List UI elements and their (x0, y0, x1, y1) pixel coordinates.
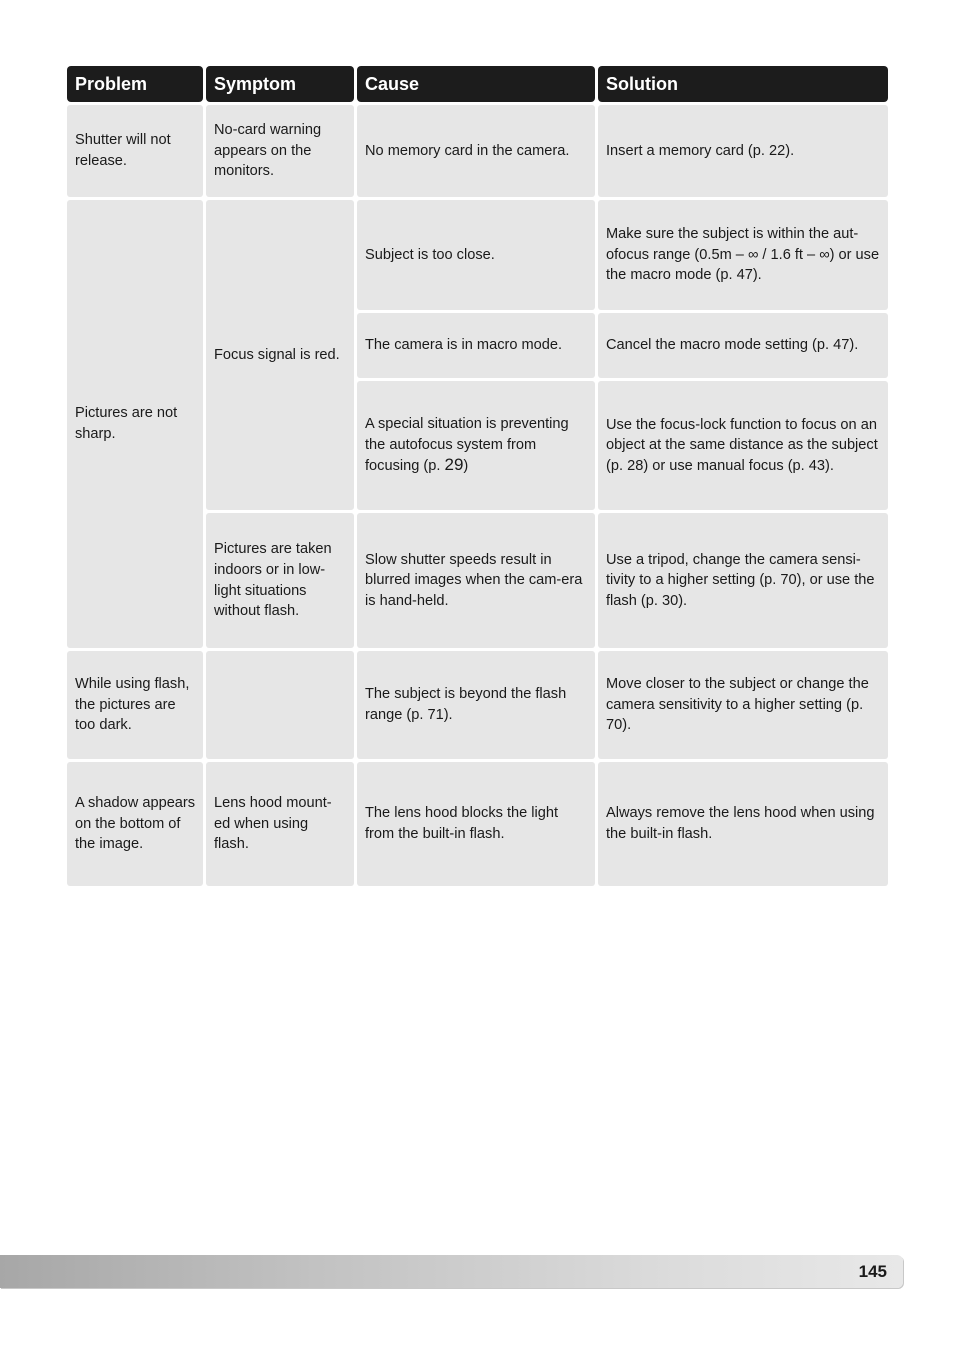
row1-solution-text: Insert a memory card (p. 22). (606, 142, 795, 159)
row2-cause-close-text: Subject is too close. (365, 246, 495, 263)
header-cause (357, 66, 595, 102)
row4-problem-text: A shadow appears on the bottom of the image. (75, 795, 196, 853)
header-symptom (206, 66, 354, 102)
row2-cause-slow (357, 513, 595, 648)
row2-solution-special-text: Use the focus-lock function to focus on an object at the same distance as the subject (p. 28) or use manual focus (p. 43). (606, 416, 878, 474)
row1-symptom-text: No-card warning appears on the monitors. (214, 122, 322, 180)
row1-cause-text: No memory card in the camera. (365, 142, 570, 159)
row3-solution-text: Move closer to the subject or change the camera sensitivity to a higher setting (p. 70). (606, 676, 869, 734)
row2-cause-special-page: 29 (444, 455, 464, 475)
row2-solution-macro-text: Cancel the macro mode setting (p. 47). (606, 337, 859, 354)
row3-problem (67, 651, 203, 759)
header-symptom-label: Symptom (214, 73, 297, 94)
row1-problem (67, 105, 203, 197)
row1-cause (357, 105, 595, 197)
footer-bar (0, 1255, 903, 1288)
row4-problem (67, 762, 203, 886)
header-solution-label: Solution (606, 73, 678, 94)
header-cause-label: Cause (365, 73, 420, 94)
row2-solution-close (598, 200, 888, 310)
row3-problem-text: While using flash, the pictures are too dark. (75, 676, 190, 734)
row4-cause-text: The lens hood blocks the light from the built-in flash. (365, 805, 559, 842)
row4-symptom (206, 762, 354, 886)
row2-problem (67, 200, 203, 648)
row2-symptom-lowlight (206, 513, 354, 648)
row2-cause-slow-text: Slow shutter speeds result in blurred images when the cam-era is hand-held. (365, 551, 583, 609)
row4-symptom-text: Lens hood mount-ed when using flash. (214, 795, 332, 853)
row2-cause-close (357, 200, 595, 310)
row2-solution-slow-text: Use a tripod, change the camera sensi-tivity to a higher setting (p. 70), or use the flash (p. 30). (606, 551, 875, 609)
row2-cause-special (357, 381, 595, 510)
page-number: 145 (858, 1261, 887, 1281)
row3-cause-text: The subject is beyond the flash range (p. 71). (365, 686, 567, 723)
row4-cause (357, 762, 595, 886)
row2-solution-slow (598, 513, 888, 648)
row1-symptom (206, 105, 354, 197)
header-problem (67, 66, 203, 102)
header-solution (598, 66, 888, 102)
row2-cause-special-suffix: ) (463, 458, 469, 475)
row4-solution-text: Always remove the lens hood when using the built-in flash. (606, 805, 875, 842)
row2-solution-special (598, 381, 888, 510)
row2-solution-macro (598, 313, 888, 378)
header-problem-label: Problem (75, 73, 148, 94)
row2-symptom-focus (206, 200, 354, 510)
row1-problem-text: Shutter will not release. (75, 132, 171, 169)
row2-cause-macro (357, 313, 595, 378)
row2-symptom-lowlight-text: Pictures are taken indoors or in low-light situations without flash. (214, 541, 332, 620)
row2-problem-text: Pictures are not sharp. (75, 405, 178, 442)
row2-cause-special-prefix: A special situation is preventing the autofocus system from focusing (p. (365, 416, 569, 475)
row3-solution (598, 651, 888, 759)
row2-cause-macro-text: The camera is in macro mode. (365, 337, 563, 354)
row4-solution (598, 762, 888, 886)
row3-cause (357, 651, 595, 759)
row1-solution (598, 105, 888, 197)
row3-symptom (206, 651, 354, 759)
row2-cause-special-text (365, 414, 588, 477)
row2-solution-close-text: Make sure the subject is within the aut-ofocus range (0.5m – ∞ / 1.6 ft – ∞) or use the macro mode (p. 47). (606, 226, 880, 284)
row2-symptom-focus-text: Focus signal is red. (214, 346, 340, 363)
